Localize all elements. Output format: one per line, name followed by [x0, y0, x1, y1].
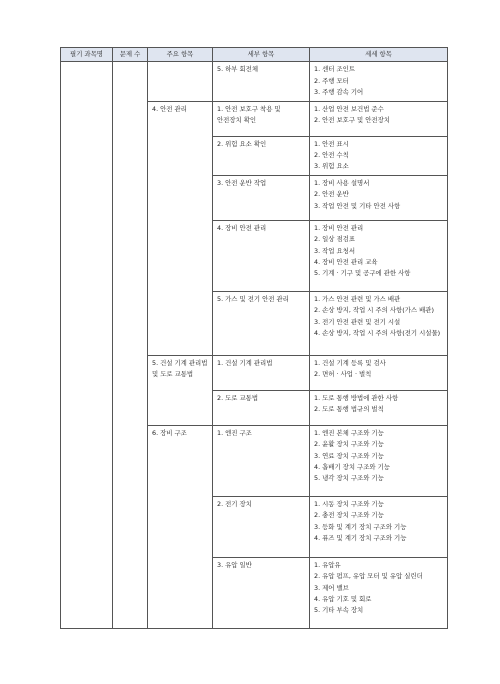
main-item-cell — [148, 101, 213, 355]
detail-item-text: 2. 충전 장치 구조와 기능 — [314, 511, 384, 520]
detail-item-text: 1. 엔진 본체 구조와 기능 — [314, 428, 384, 437]
sub-item-cell — [213, 390, 310, 425]
main-item-text: 6. 장비 구조 — [152, 428, 187, 437]
detail-item-cell — [310, 62, 448, 101]
detail-item-text: 1. 유압유 — [314, 560, 341, 569]
main-item-text: 5. 건설 기계 관리법 — [152, 358, 208, 367]
header-question-count: 문제 수 — [113, 48, 148, 62]
detail-item-text: 1. 안전 표시 — [314, 139, 349, 148]
header-row — [61, 48, 448, 62]
sub-item-text: 5. 하부 회전체 — [217, 65, 259, 74]
detail-item-text: 2. 유압 펌프, 유압 모터 및 유압 실린더 — [314, 572, 423, 581]
detail-item-text: 5. 기타 부속 장치 — [314, 606, 364, 615]
detail-item-cell — [310, 101, 448, 136]
sub-item-text: 1. 엔진 구조 — [217, 428, 252, 437]
detail-item-text: 3. 제어 밸브 — [314, 583, 349, 592]
detail-item-text: 2. 면허 · 사업 · 벌칙 — [314, 370, 372, 379]
detail-item-text: 1. 산업 안전 보건법 준수 — [314, 104, 384, 113]
sub-item-text: 3. 유압 일반 — [217, 560, 252, 569]
main-item-cell — [148, 425, 213, 628]
curriculum-table-container — [60, 47, 447, 629]
detail-item-cell — [310, 425, 448, 496]
detail-item-cell — [310, 390, 448, 425]
detail-item-cell — [310, 355, 448, 390]
sub-item-cell — [213, 175, 310, 220]
header-sub-item: 세부 항목 — [213, 48, 310, 62]
detail-item-text: 4. 손상 방지, 작업 시 주의 사항(전기 시설물) — [314, 329, 441, 338]
detail-item-text: 2. 도로 통행 법규의 벌칙 — [314, 405, 384, 414]
sub-item-text: 2. 전기 장치 — [217, 499, 252, 508]
header-detail-item: 세세 항목 — [310, 48, 448, 62]
detail-item-text: 5. 냉각 장치 구조와 기능 — [314, 474, 384, 483]
sub-item-cell — [213, 101, 310, 136]
detail-item-text: 5. 기계 · 기구 및 공구에 관한 사항 — [314, 269, 411, 278]
sub-item-text: 5. 가스 및 전기 안전 관리 — [217, 294, 289, 303]
main-item-text: 4. 안전 관리 — [152, 104, 187, 113]
sub-item-text: 1. 건설 기계 관리법 — [217, 358, 273, 367]
detail-item-cell — [310, 220, 448, 291]
detail-item-text: 2. 주행 모터 — [314, 76, 349, 85]
detail-item-text: 1. 시동 장치 구조와 기능 — [314, 499, 384, 508]
detail-item-text: 4. 장비 안전 관리 교육 — [314, 258, 378, 267]
detail-item-text: 3. 작업 요청서 — [314, 246, 356, 255]
main-item-cell — [148, 62, 213, 101]
table-body — [61, 62, 448, 628]
header-main-item: 주요 항목 — [148, 48, 213, 62]
sub-item-text: 1. 안전 보호구 착용 및 — [217, 104, 281, 113]
detail-item-text: 2. 안전 보호구 및 안전장치 — [314, 116, 390, 125]
detail-item-text: 3. 전기 안전 관련 및 전기 시설 — [314, 317, 401, 326]
sub-item-text: 4. 장비 안전 관리 — [217, 223, 267, 232]
detail-item-text: 1. 장비 안전 관리 — [314, 223, 364, 232]
detail-item-text: 2. 안전 운반 — [314, 190, 349, 199]
detail-item-text: 4. 퓨즈 및 계기 장치 구조와 기능 — [314, 534, 407, 543]
detail-item-text: 2. 윤활 장치 구조와 기능 — [314, 440, 384, 449]
detail-item-text: 4. 흡배기 장치 구조와 기능 — [314, 463, 390, 472]
detail-item-cell — [310, 557, 448, 628]
sub-item-text: 3. 안전 운반 작업 — [217, 178, 267, 187]
detail-item-cell — [310, 175, 448, 220]
header-subject: 필기 과목명 — [61, 48, 113, 62]
detail-item-text: 3. 연료 장치 구조와 기능 — [314, 451, 384, 460]
detail-item-text: 1. 도로 통행 방법에 관한 사항 — [314, 393, 399, 402]
detail-item-text: 2. 손상 방지, 작업 시 주의 사항(가스 배관) — [314, 306, 434, 315]
detail-item-text: 1. 가스 안전 관련 및 가스 배관 — [314, 294, 401, 303]
curriculum-table — [60, 47, 448, 629]
detail-item-text: 3. 주행 감속 기어 — [314, 88, 364, 97]
detail-item-cell — [310, 496, 448, 557]
detail-item-text: 2. 일상 점검표 — [314, 235, 356, 244]
detail-item-text: 1. 장비 사용 설명서 — [314, 178, 370, 187]
sub-item-cell — [213, 136, 310, 175]
sub-item-cell — [213, 355, 310, 390]
main-item-text: 및 도로 교통법 — [152, 370, 194, 379]
sub-item-cell — [213, 291, 310, 355]
detail-item-text: 1. 센터 조인트 — [314, 65, 356, 74]
main-item-cell — [148, 355, 213, 425]
detail-item-text: 1. 건설 기계 등록 및 검사 — [314, 358, 386, 367]
sub-item-cell — [213, 557, 310, 628]
detail-item-text: 3. 위험 요소 — [314, 162, 349, 171]
sub-item-cell — [213, 496, 310, 557]
detail-item-cell — [310, 291, 448, 355]
subject-cell — [61, 62, 113, 628]
sub-item-text: 2. 위험 요소 확인 — [217, 139, 267, 148]
detail-item-text: 3. 등화 및 계기 장치 구조와 기능 — [314, 522, 407, 531]
detail-item-cell — [310, 136, 448, 175]
detail-item-text: 3. 작업 안전 및 기타 안전 사항 — [314, 201, 401, 210]
sub-item-cell — [213, 62, 310, 101]
sub-item-text: 2. 도로 교통법 — [217, 393, 259, 402]
detail-item-text: 4. 유압 기호 및 회로 — [314, 595, 372, 604]
detail-item-text: 2. 안전 수칙 — [314, 151, 349, 160]
sub-item-cell — [213, 425, 310, 496]
question-count-cell — [113, 62, 148, 628]
sub-item-cell — [213, 220, 310, 291]
table-row — [61, 62, 448, 101]
sub-item-text: 안전장치 확인 — [217, 116, 257, 125]
